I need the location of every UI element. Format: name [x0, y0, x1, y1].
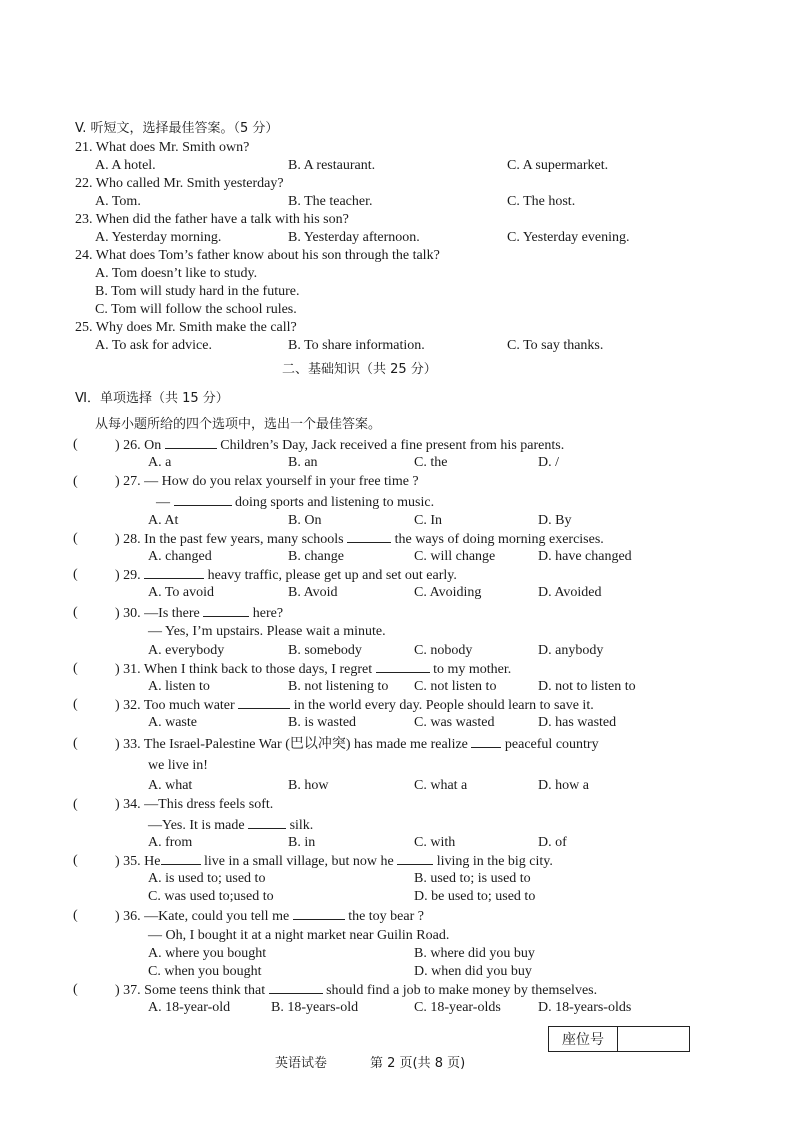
q25-option-c: C. To say thanks.: [507, 338, 604, 353]
q32-option-c: C. was wasted: [414, 715, 495, 730]
answer-paren: (: [73, 531, 78, 546]
answer-blank: [269, 981, 323, 994]
answer-paren: (: [73, 437, 78, 452]
q37-option-a: A. 18-year-old: [148, 1000, 231, 1015]
q27-stem: ) 27. — How do you relax yourself in your free time ?: [115, 474, 419, 489]
q33-option-b: B. how: [288, 778, 329, 793]
q34-option-b: B. in: [288, 835, 316, 850]
seat-number-label: 座位号: [549, 1027, 618, 1051]
section-vi-title: Ⅵ．单项选择（共 15 分）: [75, 391, 229, 406]
q21-option-b: B. A restaurant.: [288, 158, 376, 173]
q26-option-b: B. an: [288, 455, 318, 470]
q23-option-c: C. Yesterday evening.: [507, 230, 630, 245]
q36-option-d: D. when did you buy: [414, 964, 532, 979]
q24-stem: 24. What does Tom’s father know about his son through the talk?: [75, 248, 440, 263]
answer-paren: (: [73, 605, 78, 620]
q37-option-b: B. 18-years-old: [271, 1000, 359, 1015]
q32-option-d: D. has wasted: [538, 715, 617, 730]
q28-option-c: C. will change: [414, 549, 496, 564]
q30-option-d: D. anybody: [538, 643, 604, 658]
q29-stem: ) 29. heavy traffic, please get up and set out early.: [115, 568, 457, 583]
answer-blank: [144, 566, 204, 579]
q28-option-d: D. have changed: [538, 549, 632, 564]
q34-line2: —Yes. It is made silk.: [148, 818, 314, 833]
q26-stem: ) 26. On Children’s Day, Jack received a fine present from his parents.: [115, 438, 565, 453]
q33-option-a: A. what: [148, 778, 193, 793]
answer-paren: (: [73, 661, 78, 676]
q37-stem: ) 37. Some teens think that should find a job to make money by themselves.: [115, 983, 598, 998]
q24-option-c: C. Tom will follow the school rules.: [95, 302, 297, 317]
q34-option-d: D. of: [538, 835, 567, 850]
q32-option-b: B. is wasted: [288, 715, 357, 730]
q29-option-a: A. To avoid: [148, 585, 215, 600]
q31-option-b: B. not listening to: [288, 679, 389, 694]
q24-option-a: A. Tom doesn’t like to study.: [95, 266, 258, 281]
q37-option-d: D. 18-years-olds: [538, 1000, 632, 1015]
q28-stem: ) 28. In the past few years, many schools the ways of doing morning exercises.: [115, 532, 604, 547]
q35-option-c: C. was used to;used to: [148, 889, 274, 904]
q34-stem: ) 34. —This dress feels soft.: [115, 797, 274, 812]
q29-option-d: D. Avoided: [538, 585, 602, 600]
answer-paren: (: [73, 853, 78, 868]
q27-option-a: A. At: [148, 513, 179, 528]
q21-option-a: A. A hotel.: [95, 158, 156, 173]
answer-blank: [238, 696, 290, 709]
q33-stem: ) 33. The Israel-Palestine War (巴以冲突) has made me realize peaceful country: [115, 737, 599, 752]
section-v-title: V. 听短文，选择最佳答案。（5 分）: [75, 121, 279, 136]
q22-option-a: A. Tom.: [95, 194, 141, 209]
q29-option-b: B. Avoid: [288, 585, 338, 600]
q22-stem: 22. Who called Mr. Smith yesterday?: [75, 176, 284, 191]
q26-option-a: A. a: [148, 455, 172, 470]
answer-blank: [471, 735, 501, 748]
q30-line2: — Yes, I’m upstairs. Please wait a minute.: [148, 624, 386, 639]
q35-stem: ) 35. He live in a small village, but now he living in the big city.: [115, 854, 553, 869]
footer-subject: 英语试卷: [275, 1056, 328, 1071]
q32-stem: ) 32. Too much water in the world every day. People should learn to save it.: [115, 698, 594, 713]
answer-paren: (: [73, 908, 78, 923]
seat-number-field[interactable]: [618, 1027, 689, 1051]
q32-option-a: A. waste: [148, 715, 197, 730]
q27-line2: — doing sports and listening to music.: [156, 495, 435, 510]
q35-option-d: D. be used to; used to: [414, 889, 536, 904]
q25-stem: 25. Why does Mr. Smith make the call?: [75, 320, 297, 335]
q31-option-a: A. listen to: [148, 679, 210, 694]
q37-option-c: C. 18-year-olds: [414, 1000, 501, 1015]
q24-option-b: B. Tom will study hard in the future.: [95, 284, 300, 299]
answer-blank: [397, 852, 433, 865]
q30-option-c: C. nobody: [414, 643, 473, 658]
q35-option-b: B. used to; is used to: [414, 871, 531, 886]
q22-option-c: C. The host.: [507, 194, 576, 209]
q30-option-a: A. everybody: [148, 643, 225, 658]
q33-line2: we live in!: [148, 758, 208, 773]
answer-blank: [161, 852, 201, 865]
answer-paren: (: [73, 474, 78, 489]
q28-option-a: A. changed: [148, 549, 212, 564]
q36-option-c: C. when you bought: [148, 964, 262, 979]
q34-option-c: C. with: [414, 835, 456, 850]
answer-blank: [347, 530, 391, 543]
answer-paren: (: [73, 982, 78, 997]
answer-paren: (: [73, 736, 78, 751]
section-vi-instruction: 从每小题所给的四个选项中，选出一个最佳答案。: [95, 417, 382, 432]
q25-option-a: A. To ask for advice.: [95, 338, 212, 353]
part-2-title: 二、基础知识（共 25 分）: [282, 362, 437, 377]
q27-option-d: D. By: [538, 513, 572, 528]
q28-option-b: B. change: [288, 549, 344, 564]
q36-stem: ) 36. —Kate, could you tell me the toy bear ?: [115, 909, 424, 924]
q35-option-a: A. is used to; used to: [148, 871, 266, 886]
answer-blank: [174, 493, 232, 506]
q31-option-d: D. not to listen to: [538, 679, 636, 694]
q21-stem: 21. What does Mr. Smith own?: [75, 140, 250, 155]
q29-option-c: C. Avoiding: [414, 585, 482, 600]
q33-option-c: C. what a: [414, 778, 468, 793]
answer-blank: [376, 660, 430, 673]
q31-stem: ) 31. When I think back to those days, I regret to my mother.: [115, 662, 512, 677]
footer-page-number: 第 2 页(共 8 页): [370, 1056, 466, 1071]
q25-option-b: B. To share information.: [288, 338, 425, 353]
q30-stem: ) 30. —Is there here?: [115, 606, 284, 621]
answer-paren: (: [73, 567, 78, 582]
q33-option-d: D. how a: [538, 778, 589, 793]
answer-paren: (: [73, 797, 78, 812]
answer-paren: (: [73, 697, 78, 712]
seat-number-box: [548, 1026, 690, 1052]
q34-option-a: A. from: [148, 835, 193, 850]
answer-blank: [248, 816, 286, 829]
q23-option-a: A. Yesterday morning.: [95, 230, 222, 245]
q27-option-c: C. In: [414, 513, 442, 528]
q36-option-b: B. where did you buy: [414, 946, 535, 961]
q26-option-d: D. /: [538, 455, 559, 470]
answer-blank: [203, 604, 249, 617]
answer-blank: [293, 907, 345, 920]
q36-line2: — Oh, I bought it at a night market near Guilin Road.: [148, 928, 450, 943]
q21-option-c: C. A supermarket.: [507, 158, 609, 173]
q30-option-b: B. somebody: [288, 643, 362, 658]
q22-option-b: B. The teacher.: [288, 194, 373, 209]
q36-option-a: A. where you bought: [148, 946, 267, 961]
answer-blank: [165, 436, 217, 449]
q26-option-c: C. the: [414, 455, 448, 470]
q27-option-b: B. On: [288, 513, 322, 528]
q23-option-b: B. Yesterday afternoon.: [288, 230, 420, 245]
q31-option-c: C. not listen to: [414, 679, 497, 694]
q23-stem: 23. When did the father have a talk with his son?: [75, 212, 349, 227]
